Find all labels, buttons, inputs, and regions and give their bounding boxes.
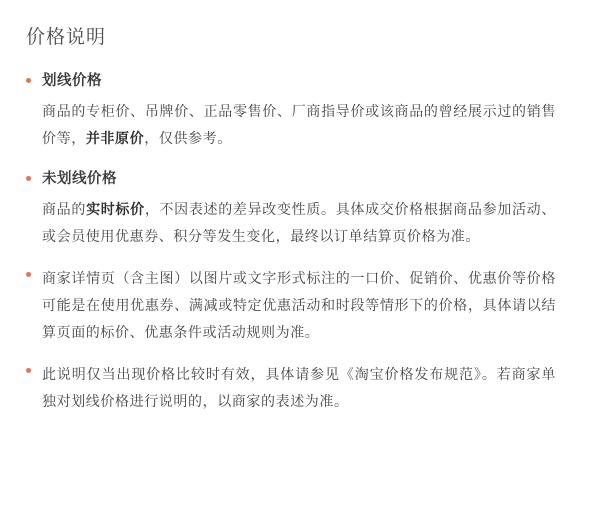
price-term-section	[24, 265, 576, 346]
bullet-dot	[26, 272, 31, 277]
section-body	[42, 361, 576, 415]
price-term-section	[24, 361, 576, 415]
body-text: ，不因表述的差异改变性质。具体成交价格根据商品参加活动、或会员使用优惠券、积分等发生变化，最终以订单结算页价格为准。	[42, 201, 556, 244]
section-body	[42, 265, 576, 346]
emphasis-text: 实时标价	[86, 201, 145, 217]
page-title: 价格说明	[26, 27, 107, 48]
price-term-section	[24, 71, 576, 152]
body-text: 商品的	[42, 201, 87, 217]
body-text: 商品的专柜价、吊牌价、正品零售价、厂商指导价或该商品的曾经展示过的销售价等，	[42, 103, 556, 146]
price-term-section	[24, 169, 576, 250]
bullet-dot	[26, 78, 31, 83]
section-heading: 未划线价格	[42, 171, 117, 187]
bullet-dot	[26, 368, 31, 373]
section-body	[42, 196, 576, 250]
body-text: 此说明仅当出现价格比较时有效，具体请参见《淘宝价格发布规范》。若商家单独对划线价格进行说明的，以商家的表述为准。	[42, 366, 556, 409]
body-text: 商家详情页（含主图）以图片或文字形式标注的一口价、促销价、优惠价等价格可能是在使用优惠券、满减或特定优惠活动和时段等情形下的价格，具体请以结算页面的标价、优惠条件或活动规则为准。	[42, 270, 556, 340]
body-text: ，仅供参考。	[144, 130, 232, 146]
emphasis-text: 并非原价	[85, 130, 145, 146]
section-heading: 划线价格	[42, 73, 102, 89]
bullet-dot	[26, 176, 31, 181]
sections-container	[24, 71, 576, 415]
section-body	[42, 98, 576, 152]
